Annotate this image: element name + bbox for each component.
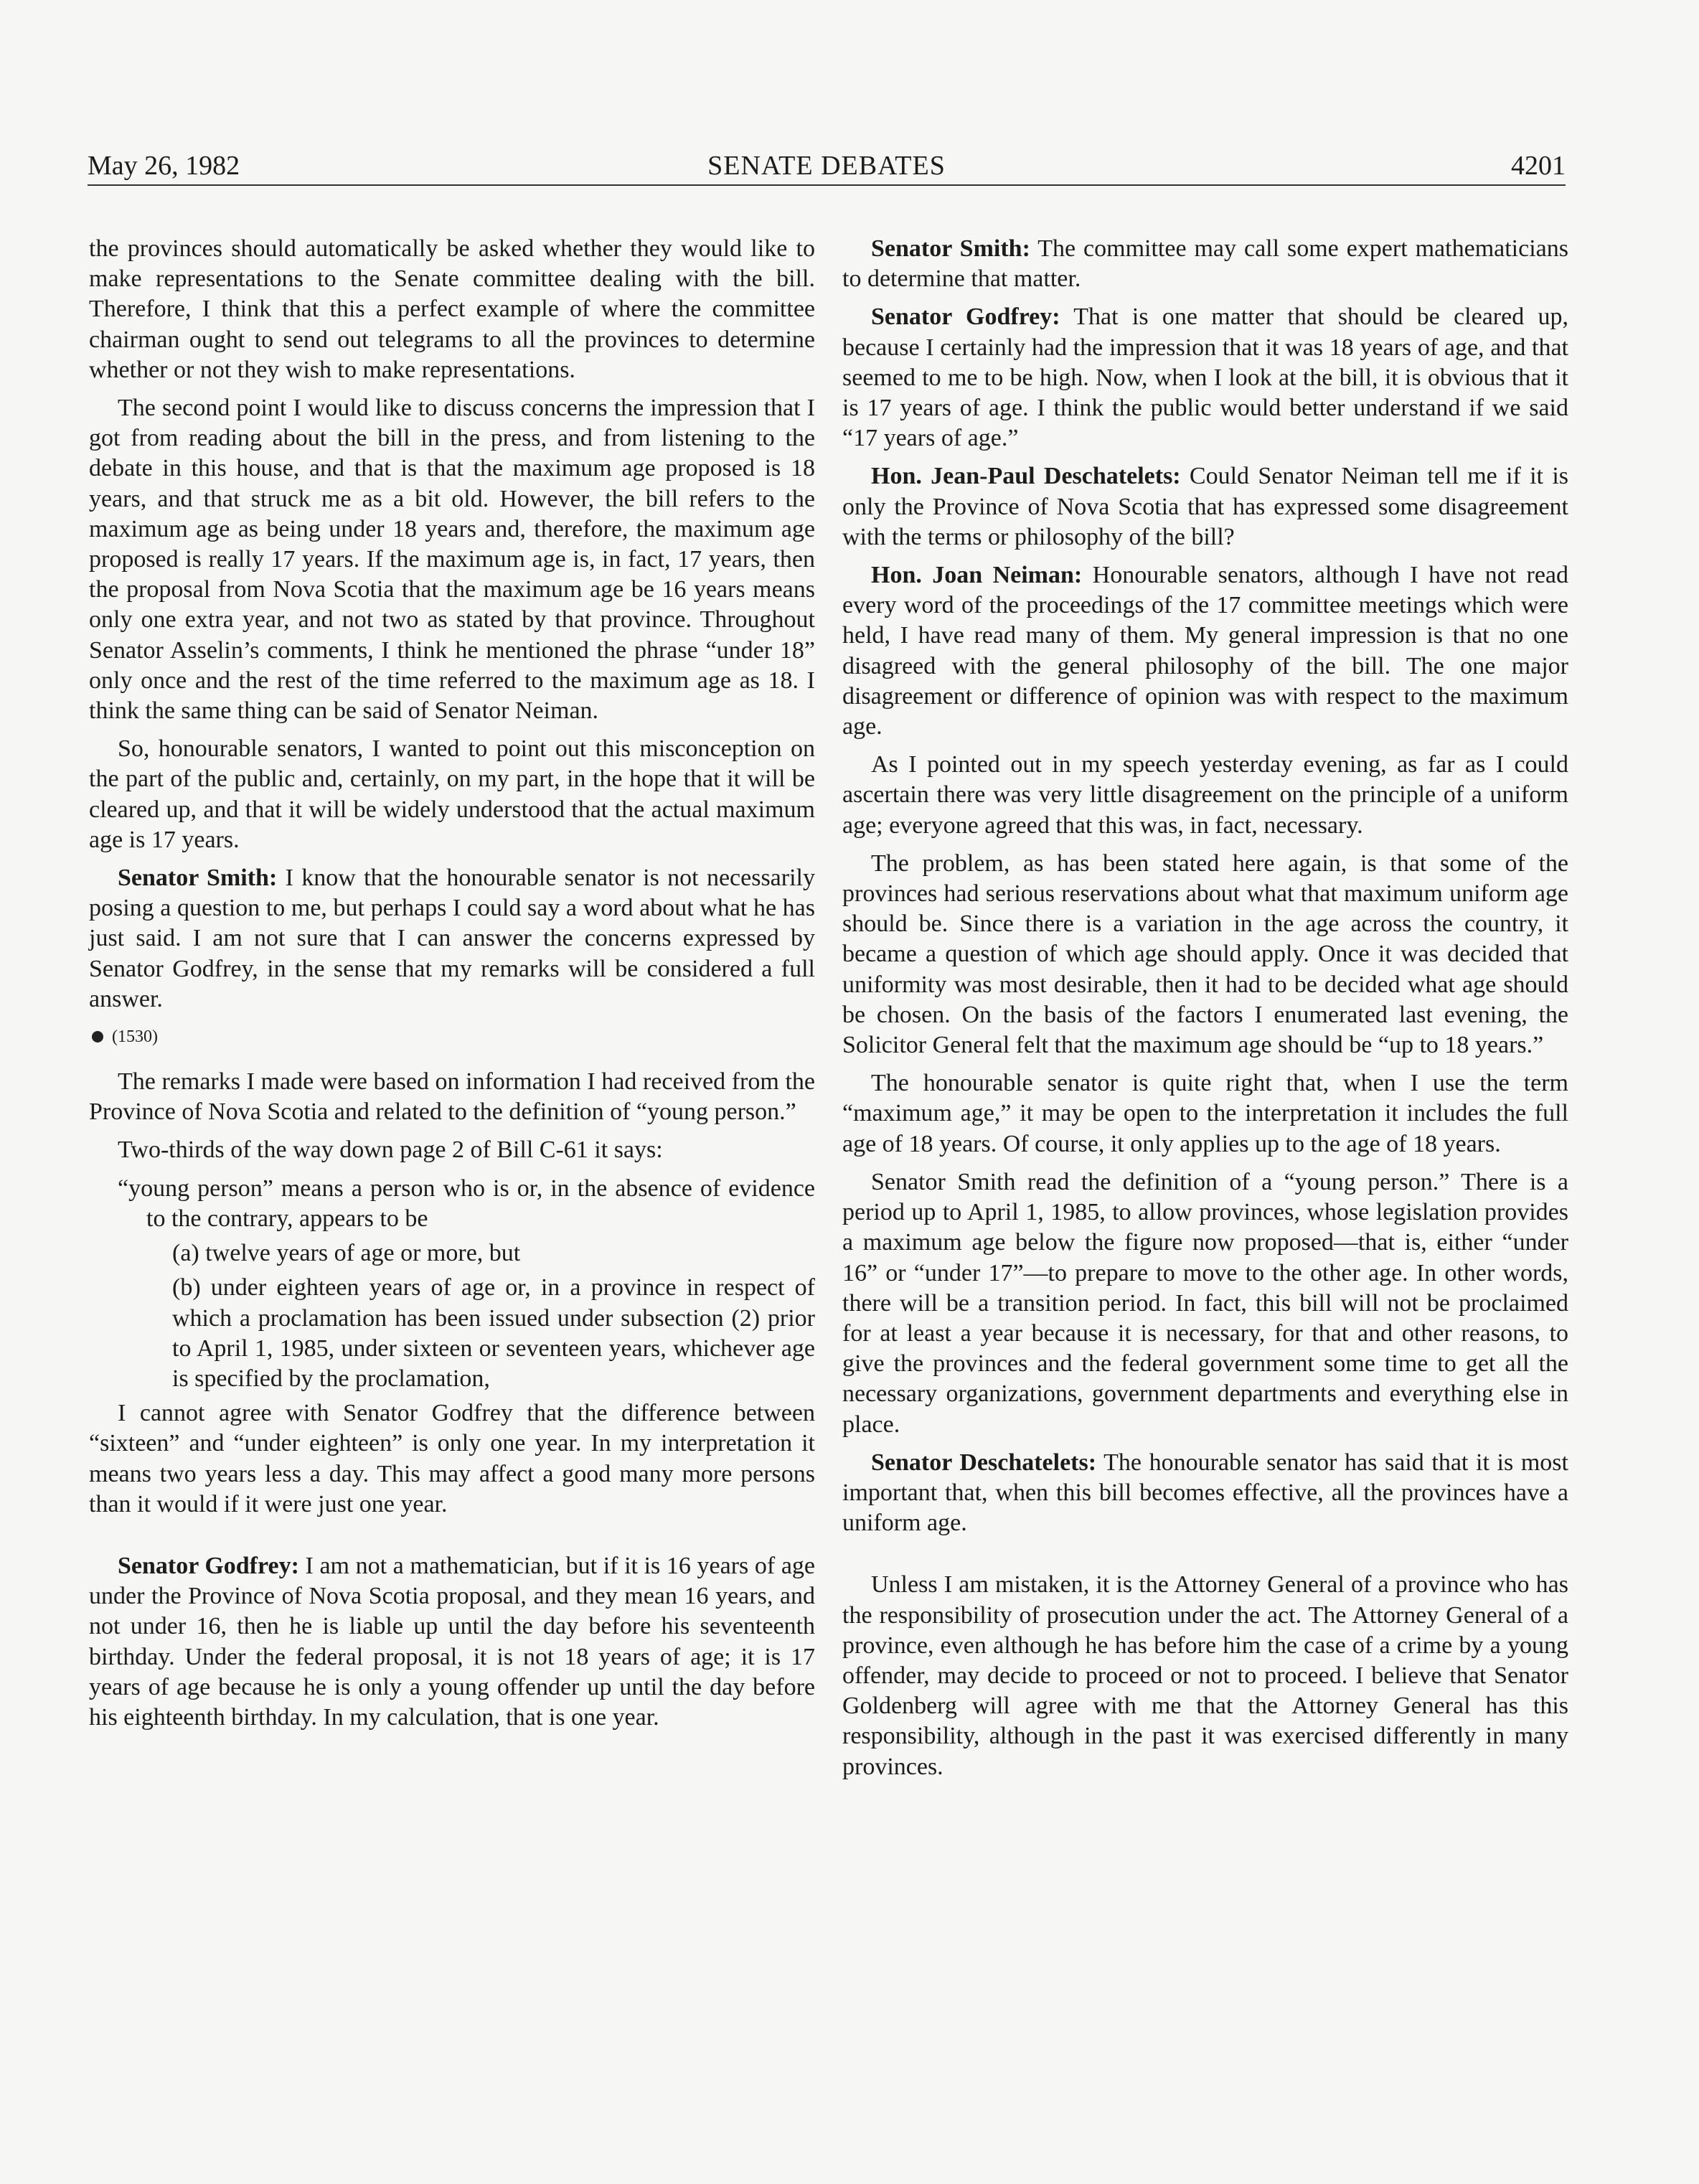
paragraph: I cannot agree with Senator Godfrey that the difference between “sixteen” and “under eighteen” is only one year. In my interpretation it means two years less a day. This may affect a good many more persons than it would if it were just one year.: [89, 1400, 815, 1517]
left-column: [89, 234, 815, 1741]
speaker-name: Senator Godfrey:: [871, 303, 1060, 331]
bill-quote-item: (a) twelve years of age or more, but: [172, 1240, 521, 1267]
speaker-name: Senator Godfrey:: [118, 1552, 299, 1579]
paragraph: Unless I am mistaken, it is the Attorney General of a province who has the responsibility of prosecution under the act. The Attorney General of a province, even although he has before him the case of a crime by a young offender, may decide to proceed or not to proceed. I believe that Senator Goldenberg will agree with me that the Attorney General has this responsibility, although in the past it was exercised differently in many provinces.: [842, 1571, 1568, 1780]
paragraph: [89, 863, 815, 1015]
speaker-name: Hon. Joan Neiman:: [871, 562, 1083, 589]
running-header: [88, 147, 1566, 186]
paragraph: The second point I would like to discuss concerns the impression that I got from reading about the bill in the press, and from listening to the debate in this house, and that is that the maximum age proposed is 18 years, and that struck me as a bit old. However, the bill refers to the maximum age as being under 18 years and, therefore, the maximum age proposed is really 17 years. If the maximum age is, in fact, 17 years, then the proposal from Nova Scotia that the maximum age be 16 years means only one extra year, and not two as stated by that province. Throughout Senator Asselin’s comments, I think he mentioned the phrase “under 18” only once and the rest of the time referred to the maximum age as 18. I think the same thing can be said of Senator Neiman.: [89, 395, 815, 725]
speech-text: The committee may call some expert mathematicians to determine that matter.: [842, 235, 1568, 293]
paragraph: As I pointed out in my speech yesterday evening, as far as I could ascertain there was very little disagreement on the principle of a uniform age; everyone agreed that this was, in fact, necessary.: [842, 751, 1568, 839]
speaker-name: Senator Smith:: [871, 235, 1030, 262]
paragraph: The honourable senator is quite right that, when I use the term “maximum age,” it may be open to the interpretation it includes the full age of 18 years. Of course, it only applies up to the age of 18 years.: [842, 1070, 1568, 1157]
paragraph: The remarks I made were based on information I had received from the Province of Nova Scotia and related to the definition of “young person.”: [89, 1068, 815, 1126]
paragraph: [842, 560, 1568, 742]
speaker-name: Senator Smith:: [118, 865, 278, 892]
speaker-name: Hon. Jean-Paul Deschatelets:: [871, 463, 1181, 490]
time-marker: [92, 1022, 815, 1051]
paragraph: So, honourable senators, I wanted to point out this misconception on the part of the public and, certainly, on my part, in the hope that it will be cleared up, and that it will be widely understood that the actual maximum age is 17 years.: [89, 735, 815, 853]
speech-text: The honourable senator has said that it is most important that, when this bill becomes effective, all the provinces have a uniform age.: [842, 1449, 1568, 1537]
speech-text: I am not a mathematician, but if it is 16 years of age under the Province of Nova Scotia proposal, and they mean 16 years, and not under 16, then he is liable up until the day before his seventeenth birthday. Under the federal proposal, it is not 18 years of age; it is 17 years of age because he is only a young offender up until the day before his eighteenth birthday. In my calculation, that is one year.: [89, 1552, 815, 1731]
speaker-name: Senator Deschatelets:: [871, 1449, 1097, 1476]
paragraph: The problem, as has been stated here again, is that some of the provinces had serious reservations about what that maximum uniform age should be. Since there is a variation in the age across the country, it became a question of which age should apply. Once it was decided that uniformity was most desirable, then it had to be decided what age should be chosen. On the basis of the factors I enumerated last evening, the Solicitor General felt that the maximum age should be “up to 18 years.”: [842, 849, 1568, 1059]
paragraph: Two-thirds of the way down page 2 of Bill C-61 it says:: [118, 1136, 663, 1164]
time-marker-text: (1530): [112, 1027, 158, 1047]
paragraph: [842, 461, 1568, 552]
paragraph: the provinces should automatically be asked whether they would like to make representations to the Senate committee dealing with the bill. Therefore, I think that this a perfect example of where the committee chairman ought to send out telegrams to all the provinces to determine whether or not they wish to make representations.: [89, 235, 815, 383]
paragraph: [89, 1551, 815, 1733]
paragraph: [842, 234, 1568, 294]
speech-text: I know that the honourable senator is not necessarily posing a question to me, but perhaps I could say a word about what he has just said. I am not sure that I can answer the concerns expressed by Senator Godfrey, in the sense that my remarks will be considered a full answer.: [89, 865, 815, 1012]
speech-text: That is one matter that should be cleared up, because I certainly had the impression that it was 18 years of age, and that seemed to me to be high. Now, when I look at the bill, it is obvious that it is 17 years of age. I think the public would better understand if we said “17 years of age.”: [842, 303, 1569, 452]
bill-quote: “young person” means a person who is or, in the absence of evidence to the contrary, appears to be: [118, 1175, 815, 1232]
speech-text: Honourable senators, although I have not read every word of the proceedings of the 17 committee meetings which were held, I have read many of them. My general impression is that no one disagreed with the general philosophy of the bill. The one major disagreement or difference of opinion was with respect to the maximum age.: [842, 562, 1568, 740]
paragraph: [842, 1448, 1568, 1539]
speech-text: Could Senator Neiman tell me if it is only the Province of Nova Scotia that has expressed some disagreement with the terms or philosophy of the bill?: [842, 463, 1568, 550]
paragraph: [842, 302, 1568, 453]
header-title: SENATE DEBATES: [707, 151, 946, 181]
paragraph: Senator Smith read the definition of a “young person.” There is a period up to April 1, 1985, to allow provinces, whose legislation provides a maximum age below the figure now proposed—that is, either “under 16” or “under 17”—to prepare to move to the other age. In other words, there will be a transition period. In fact, this bill will not be proclaimed for at least a year because it is necessary, for that and other reasons, to give the provinces and the federal government some time to get all the necessary organizations, government departments and everything else in place.: [842, 1168, 1568, 1438]
header-date: May 26, 1982: [88, 151, 240, 181]
bullet-icon: [92, 1031, 103, 1042]
bill-quote-item: (b) under eighteen years of age or, in a province in respect of which a proclamation has been issued under subsection (2) prior to April 1, 1985, under sixteen or seventeen years, whichever age is specified by the proclamation,: [172, 1274, 815, 1392]
right-column: [842, 234, 1568, 1790]
page-number: 4201: [1511, 151, 1566, 181]
